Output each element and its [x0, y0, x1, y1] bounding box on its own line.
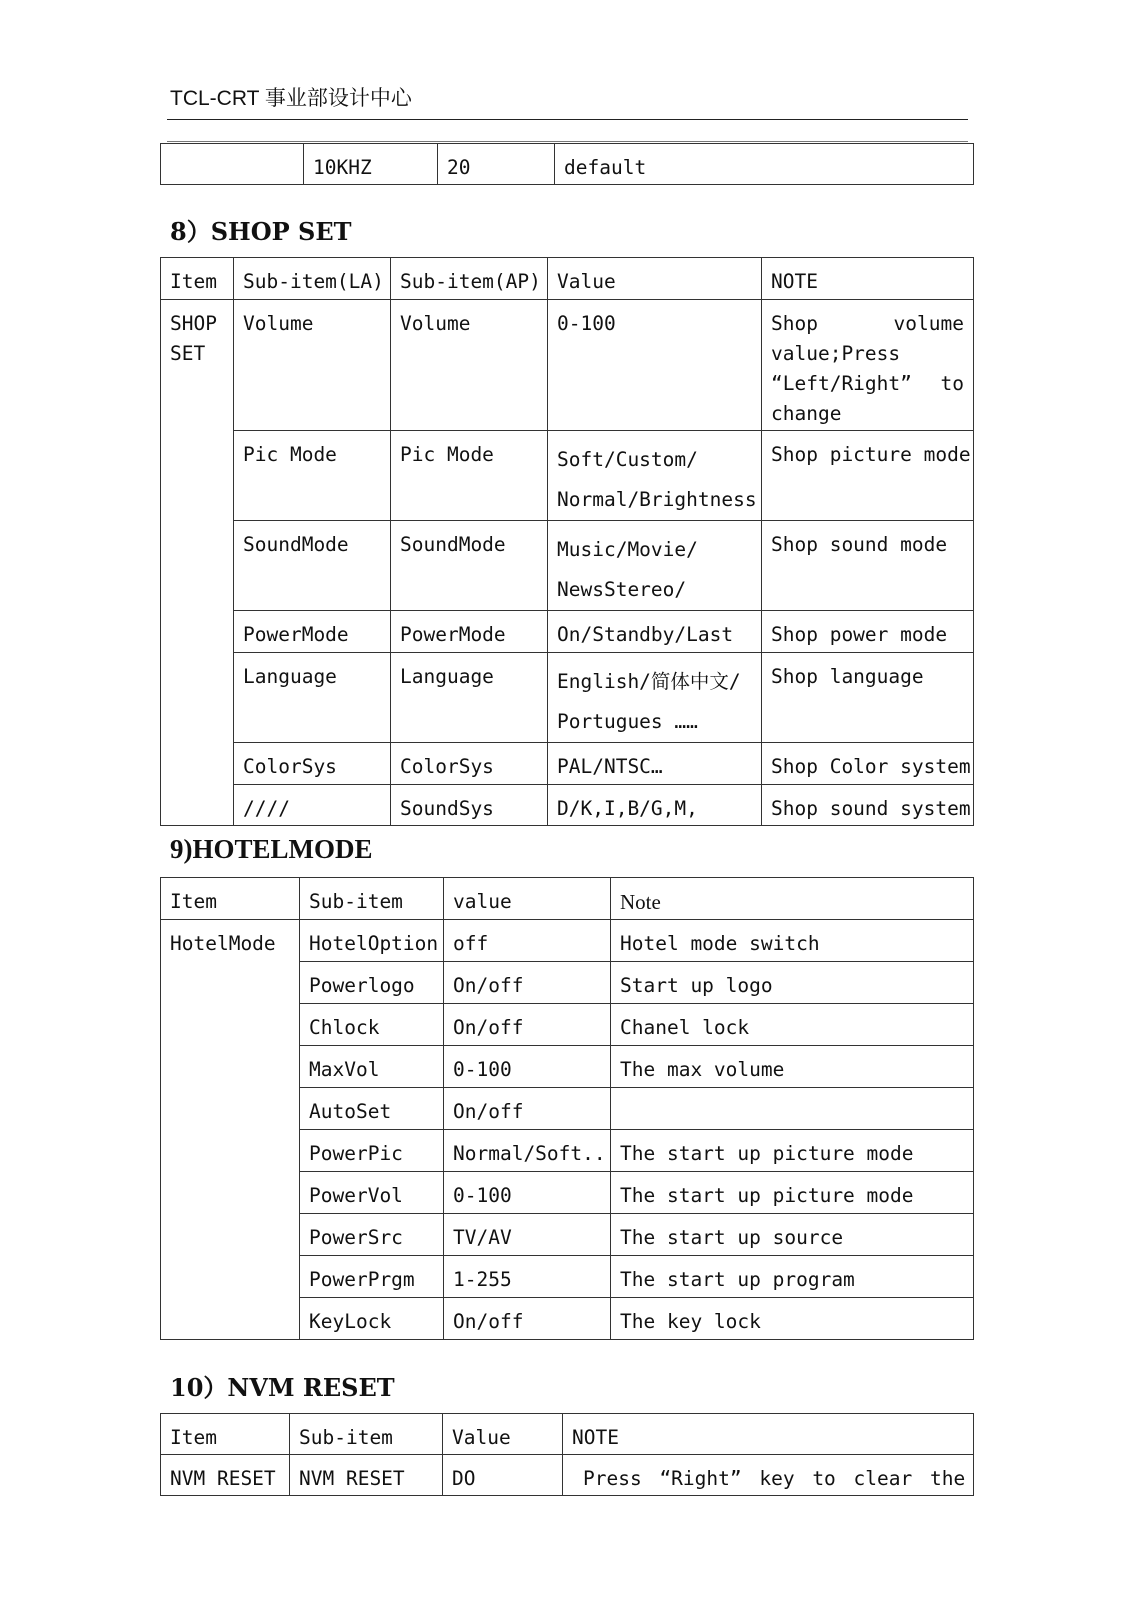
table-cell: NVM RESET	[290, 1455, 443, 1496]
note-cell: The start up program	[611, 1256, 974, 1298]
table-cell: On/off	[444, 1298, 611, 1340]
table-row	[161, 300, 974, 431]
table-cell: 10KHZ	[304, 144, 438, 185]
page-header: TCL-CRT 事业部设计中心	[170, 87, 412, 110]
header-rule	[167, 119, 968, 120]
note-cell: The key lock	[611, 1298, 974, 1340]
table-cell: HotelOption	[300, 920, 444, 962]
table-cell: 0-100	[444, 1046, 611, 1088]
table-cell: 1-255	[444, 1256, 611, 1298]
table-cell	[161, 144, 304, 185]
table-cell: D/K,I,B/G,M,	[548, 785, 762, 826]
note-cell: Shop power mode	[762, 611, 974, 653]
table-cell: ColorSys	[234, 743, 391, 785]
table-cell: On/off	[444, 1004, 611, 1046]
column-header: Note	[611, 878, 974, 920]
column-header: Sub-item	[300, 878, 444, 920]
item-cell: HotelMode	[161, 920, 300, 1340]
table-cell: PowerMode	[391, 611, 548, 653]
table-cell: Language	[234, 653, 391, 743]
hotel-mode-table	[160, 877, 974, 1340]
nvm-reset-table	[160, 1413, 974, 1496]
table-cell: Language	[391, 653, 548, 743]
table-cell: KeyLock	[300, 1298, 444, 1340]
table-cell: Pic Mode	[234, 431, 391, 521]
table-cell: TV/AV	[444, 1214, 611, 1256]
table-cell: PowerVol	[300, 1172, 444, 1214]
shop-set-table	[160, 257, 974, 826]
table-cell: PowerPrgm	[300, 1256, 444, 1298]
table-cell: default	[555, 144, 974, 185]
table-cell: off	[444, 920, 611, 962]
table-cell: AutoSet	[300, 1088, 444, 1130]
note-cell: The start up source	[611, 1214, 974, 1256]
note-cell: Shop sound system	[762, 785, 974, 826]
column-header: NOTE	[563, 1414, 974, 1455]
note-cell	[611, 1088, 974, 1130]
column-header: value	[444, 878, 611, 920]
table-cell: SoundMode	[391, 521, 548, 611]
table-row	[161, 920, 974, 962]
table-cell: PAL/NTSC…	[548, 743, 762, 785]
note-cell: Press “Right” key to clear the	[563, 1455, 974, 1496]
table-header-row	[161, 258, 974, 300]
note-cell: Shop Color system	[762, 743, 974, 785]
note-cell: Start up logo	[611, 962, 974, 1004]
note-cell: Shop language	[762, 653, 974, 743]
section-heading-hotel-mode: 9)HOTELMODE	[170, 834, 373, 864]
column-header: NOTE	[762, 258, 974, 300]
table-cell: Chlock	[300, 1004, 444, 1046]
header-rule-secondary	[167, 141, 968, 142]
table-cell: 0-100	[444, 1172, 611, 1214]
table-cell: ////	[234, 785, 391, 826]
table-cell: English/简体中文/ Portugues ……	[548, 653, 762, 743]
table-cell: 0-100	[548, 300, 762, 431]
note-cell: Shop sound mode	[762, 521, 974, 611]
table-cell: Music/Movie/ NewsStereo/	[548, 521, 762, 611]
table-cell: SoundSys	[391, 785, 548, 826]
table-cell: PowerPic	[300, 1130, 444, 1172]
table-cell: On/off	[444, 1088, 611, 1130]
table-row	[161, 431, 974, 521]
table-cell: PowerMode	[234, 611, 391, 653]
table-cell: Pic Mode	[391, 431, 548, 521]
note-cell: Hotel mode switch	[611, 920, 974, 962]
table-cell: MaxVol	[300, 1046, 444, 1088]
table-row	[161, 653, 974, 743]
column-header: Item	[161, 258, 234, 300]
table-cell: Soft/Custom/ Normal/Brightness	[548, 431, 762, 521]
table-cell: Volume	[234, 300, 391, 431]
table-header-row	[161, 1414, 974, 1455]
table-row	[161, 785, 974, 826]
table-cell: ColorSys	[391, 743, 548, 785]
table-cell: Volume	[391, 300, 548, 431]
item-cell: SHOP SET	[161, 300, 234, 826]
note-cell: The start up picture mode	[611, 1172, 974, 1214]
table-cell: On/off	[444, 962, 611, 1004]
note-cell: The start up picture mode	[611, 1130, 974, 1172]
column-header: Item	[161, 1414, 290, 1455]
table-header-row	[161, 878, 974, 920]
table-cell: SoundMode	[234, 521, 391, 611]
table-cell: Powerlogo	[300, 962, 444, 1004]
table-cell: DO	[443, 1455, 563, 1496]
table-row	[161, 1455, 974, 1496]
table-cell: Normal/Soft..	[444, 1130, 611, 1172]
column-header: Value	[548, 258, 762, 300]
column-header: Sub-item(AP)	[391, 258, 548, 300]
note-cell: The max volume	[611, 1046, 974, 1088]
note-cell: Shop volume value;Press “Left/Right” to change	[762, 300, 974, 431]
table-cell: PowerSrc	[300, 1214, 444, 1256]
note-cell: Shop picture mode	[762, 431, 974, 521]
column-header: Value	[443, 1414, 563, 1455]
table-row	[161, 611, 974, 653]
table-cell: NVM RESET	[161, 1455, 290, 1496]
table-cell: 20	[438, 144, 555, 185]
section-heading-shop-set: 8）SHOP SET	[170, 217, 352, 246]
table-row	[161, 521, 974, 611]
table-row	[161, 144, 974, 185]
column-header: Item	[161, 878, 300, 920]
table-cell: On/Standby/Last	[548, 611, 762, 653]
table-row	[161, 743, 974, 785]
column-header: Sub-item	[290, 1414, 443, 1455]
note-cell: Chanel lock	[611, 1004, 974, 1046]
continued-table	[160, 143, 974, 185]
column-header: Sub-item(LA)	[234, 258, 391, 300]
section-heading-nvm-reset: 10）NVM RESET	[170, 1373, 395, 1402]
